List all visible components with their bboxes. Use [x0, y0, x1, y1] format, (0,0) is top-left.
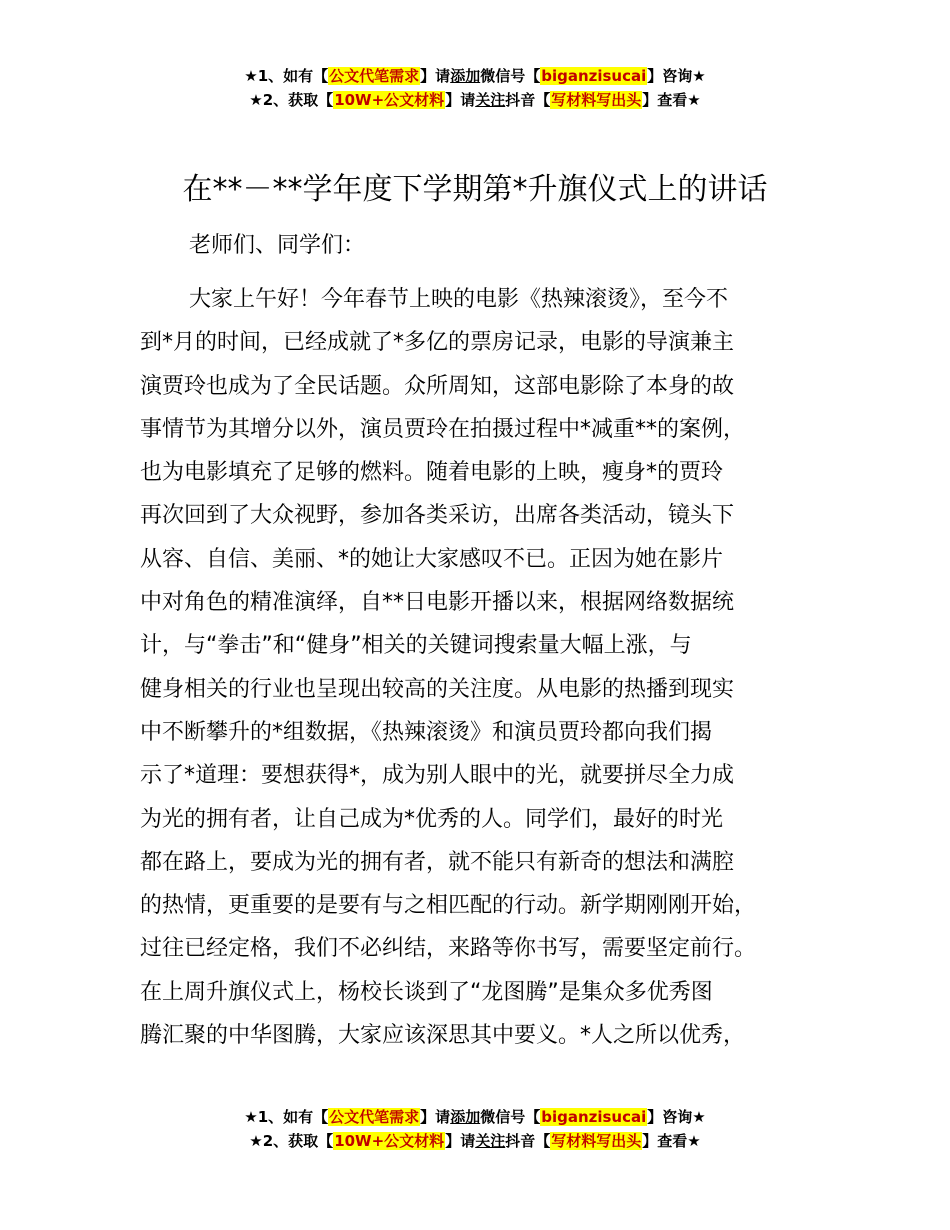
body-line: 从容、自信、美丽、*的她让大家感叹不已。正因为她在影片	[140, 546, 724, 572]
body-line: 的热情，更重要的是要有与之相匹配的行动。新学期刚刚开始，	[140, 893, 757, 919]
body-line: 过往已经定格，我们不必纠结，来路等你书写，需要坚定前行。	[140, 936, 757, 962]
notice-highlight: 10W+公文材料	[334, 91, 445, 109]
notice-suffix: 】咨询★	[647, 67, 706, 85]
body-line: 到*月的时间，已经成就了*多亿的票房记录，电影的导演兼主	[140, 330, 735, 356]
notice-text: 】请	[445, 1132, 476, 1150]
notice-douyin-account: 写材料写出头	[551, 91, 642, 109]
notice-underlined-text: 关注	[475, 1132, 506, 1150]
notice-text: 微信号【	[480, 1108, 541, 1126]
body-line: 中对角色的精准演绎，自**日电影开播以来，根据网络数据统	[140, 590, 735, 616]
notice-line-1	[0, 64, 950, 88]
notice-suffix: 】咨询★	[647, 1108, 706, 1126]
body-line: 演贾玲也成为了全民话题。众所周知，这部电影除了本身的故	[140, 373, 735, 399]
notice-underlined-text: 添加	[450, 1108, 481, 1126]
notice-suffix: 】查看★	[642, 91, 701, 109]
notice-prefix: ★1、如有【	[244, 67, 329, 85]
notice-highlight: 10W+公文材料	[334, 1132, 445, 1150]
notice-douyin-account: 写材料写出头	[551, 1132, 642, 1150]
notice-text: 抖音【	[505, 91, 551, 109]
greeting: 老师们、同学们：	[189, 233, 366, 258]
footer-notice	[0, 1105, 950, 1153]
body-line: 示了*道理：要想获得*，成为别人眼中的光，就要拼尽全力成	[140, 763, 735, 789]
document-title: 在**－**学年度下学期第*升旗仪式上的讲话	[182, 172, 768, 207]
notice-wechat-id: biganzisucai	[541, 67, 647, 85]
body-line: 事情节为其增分以外，演员贾玲在拍摄过程中*减重**的案例，	[140, 416, 746, 442]
notice-wechat-id: biganzisucai	[541, 1108, 647, 1126]
body-line: 也为电影填充了足够的燃料。随着电影的上映，瘦身*的贾玲	[140, 460, 724, 486]
notice-text: 】请	[420, 67, 451, 85]
speech-body	[140, 278, 840, 1057]
notice-text: 】请	[445, 91, 476, 109]
notice-prefix: ★2、获取【	[249, 1132, 334, 1150]
body-line: 都在路上，要成为光的拥有者，就不能只有新奇的想法和满腔	[140, 849, 735, 875]
notice-underlined-text: 关注	[475, 91, 506, 109]
body-line: 计，与“拳击”和“健身”相关的关键词搜索量大幅上涨，与	[140, 633, 692, 659]
body-line: 腾汇聚的中华图腾，大家应该深思其中要义。*人之所以优秀，	[140, 1023, 746, 1049]
notice-line-1	[0, 1105, 950, 1129]
notice-text: 】请	[420, 1108, 451, 1126]
notice-text: 微信号【	[480, 67, 541, 85]
body-line: 在上周升旗仪式上，杨校长谈到了“龙图腾”是集众多优秀图	[140, 979, 713, 1005]
notice-highlight: 公文代笔需求	[329, 67, 420, 85]
notice-prefix: ★2、获取【	[249, 91, 334, 109]
notice-line-2	[0, 1129, 950, 1153]
header-notice	[0, 64, 950, 112]
body-line: 大家上午好！今年春节上映的电影《热辣滚烫》，至今不	[189, 287, 729, 312]
notice-line-2	[0, 88, 950, 112]
notice-prefix: ★1、如有【	[244, 1108, 329, 1126]
body-line: 再次回到了大众视野，参加各类采访，出席各类活动，镜头下	[140, 503, 735, 529]
notice-suffix: 】查看★	[642, 1132, 701, 1150]
body-line: 为光的拥有者，让自己成为*优秀的人。同学们，最好的时光	[140, 806, 724, 832]
notice-highlight: 公文代笔需求	[329, 1108, 420, 1126]
body-line: 健身相关的行业也呈现出较高的关注度。从电影的热播到现实	[140, 676, 735, 702]
notice-underlined-text: 添加	[450, 67, 481, 85]
body-line: 中不断攀升的*组数据，《热辣滚烫》和演员贾玲都向我们揭	[140, 719, 713, 745]
notice-text: 抖音【	[505, 1132, 551, 1150]
